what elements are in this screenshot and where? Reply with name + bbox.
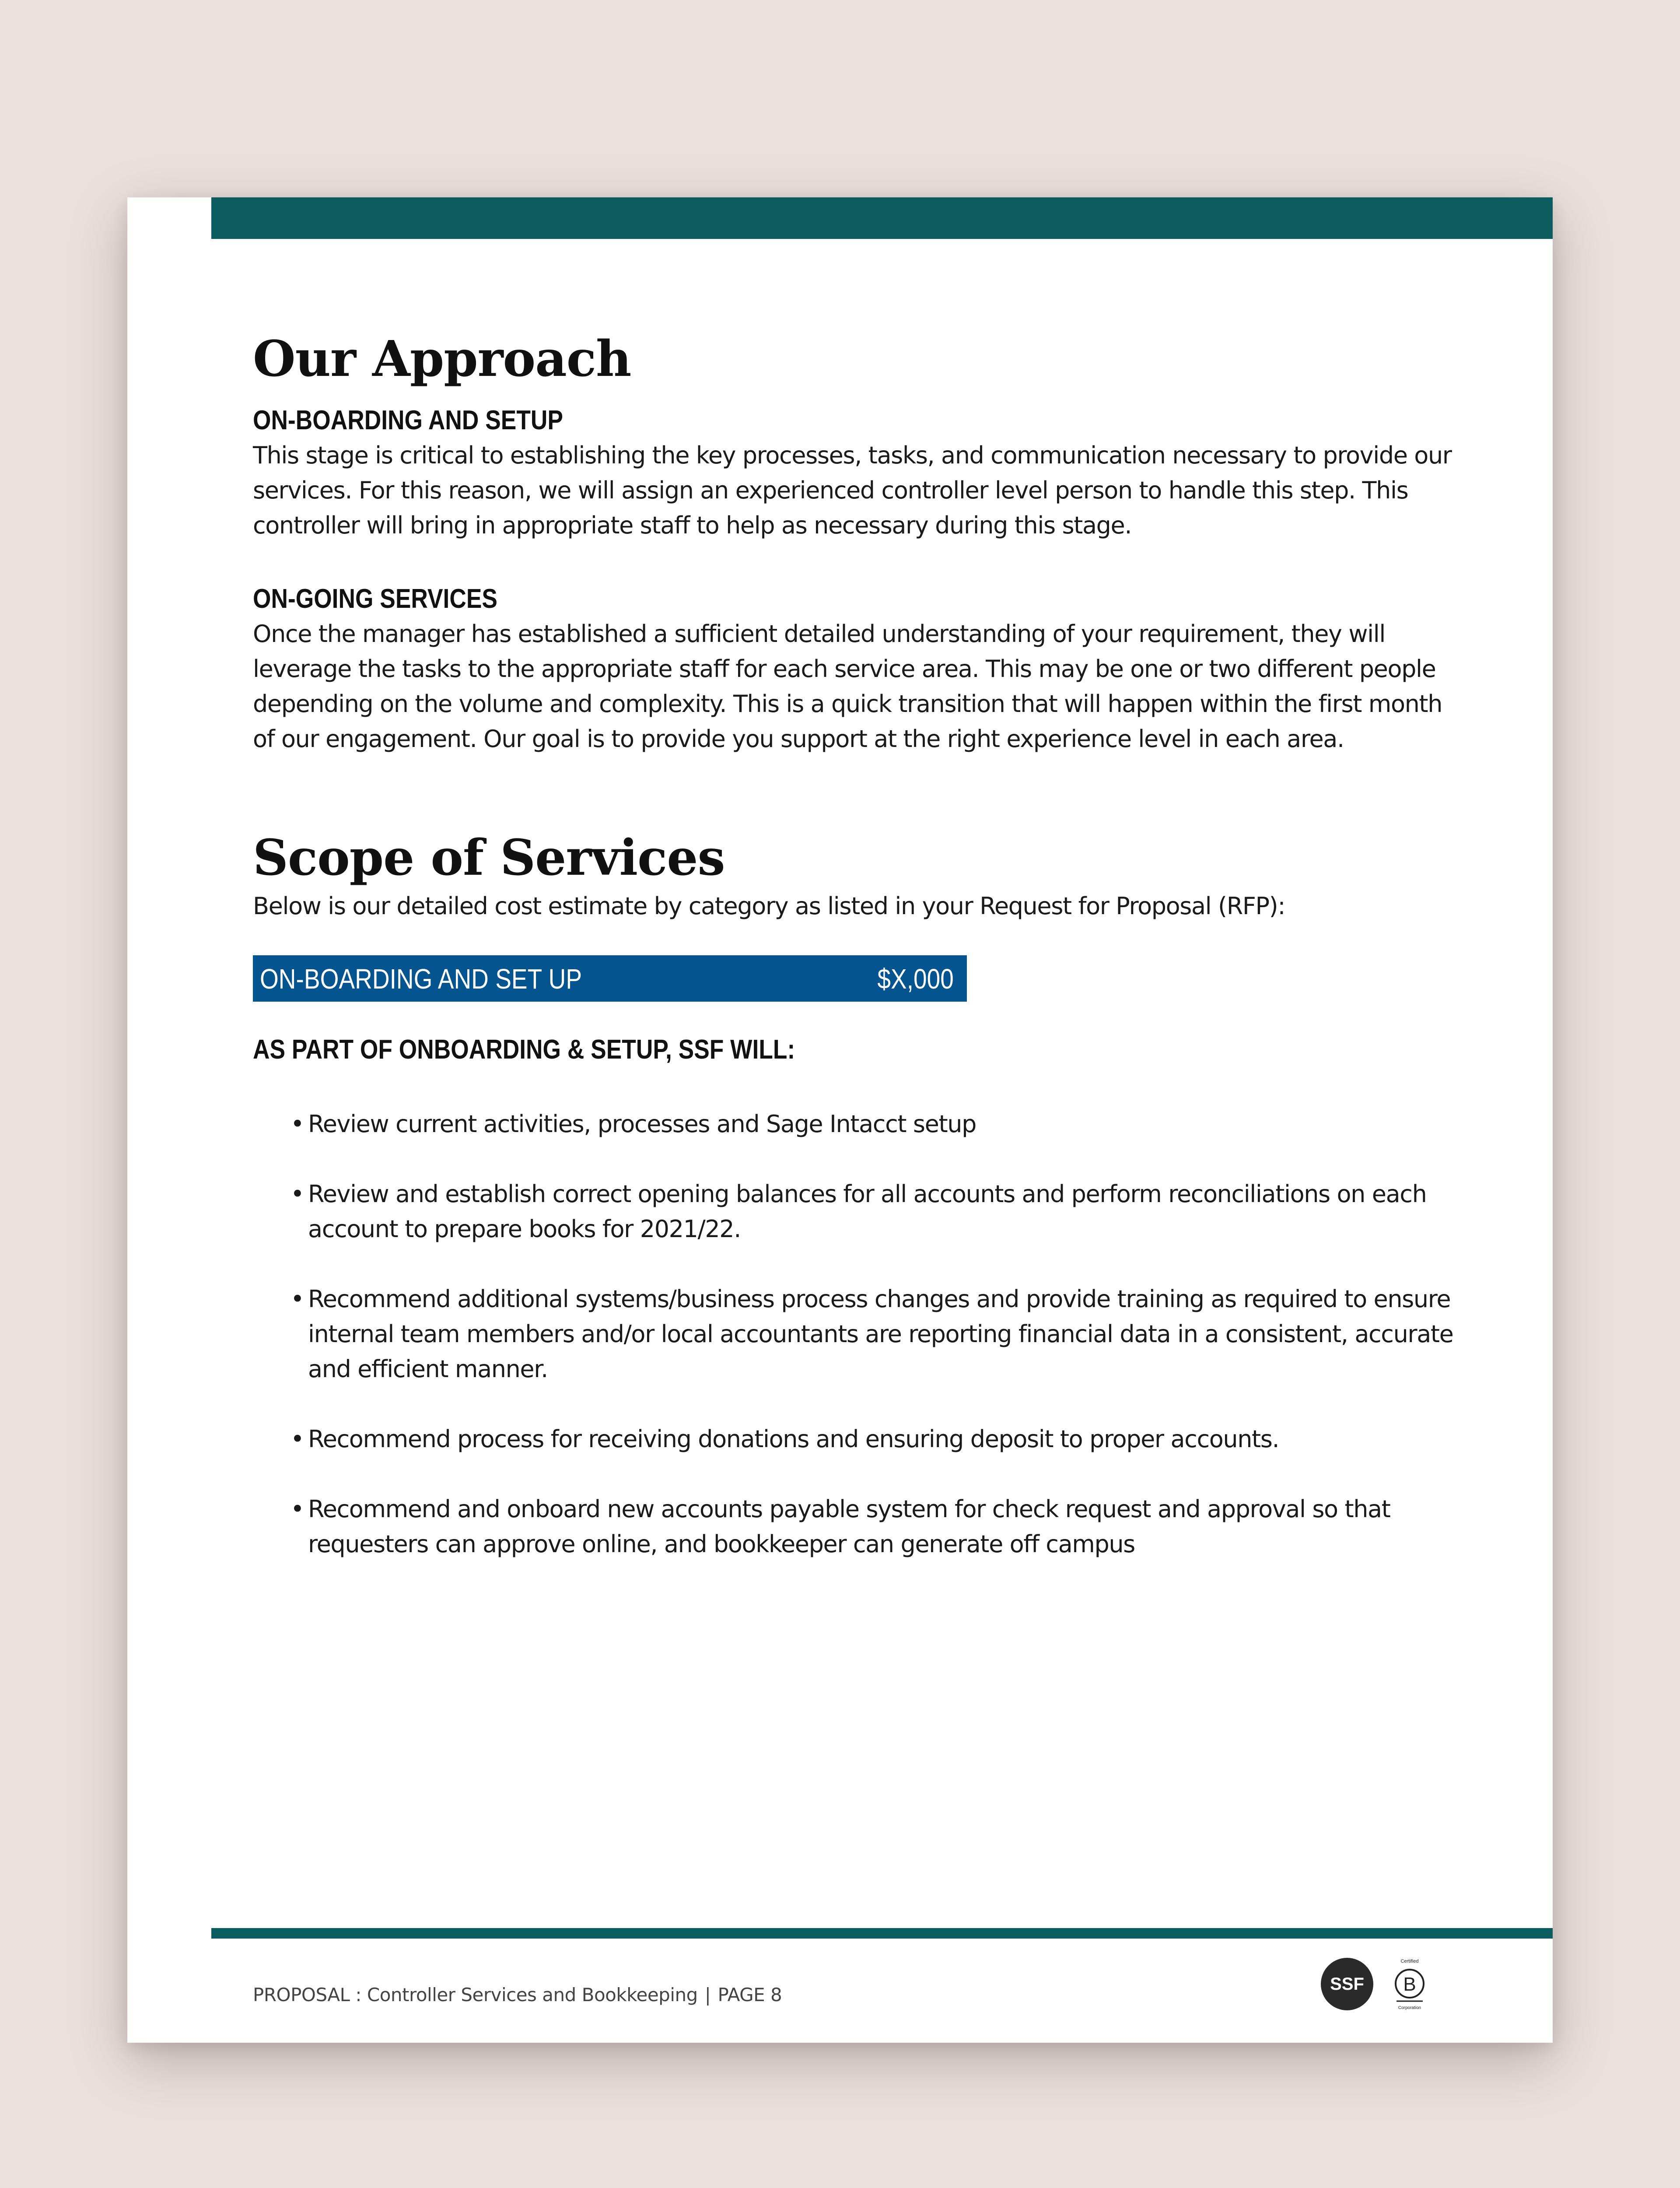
- cost-estimate-bar: [253, 955, 967, 1002]
- footer-page-number: PAGE 8: [718, 1984, 782, 2006]
- bullet-icon: •: [290, 1110, 304, 1138]
- cost-category-label: ON-BOARDING AND SET UP: [260, 963, 582, 995]
- page-footer: [253, 1982, 782, 2008]
- list-item: [253, 1282, 1456, 1387]
- onboarding-heading: ON-BOARDING AND SETUP: [253, 405, 563, 435]
- approach-title: Our Approach: [253, 330, 631, 388]
- list-item-text: Review current activities, processes and Sage Intacct setup: [308, 1110, 976, 1138]
- bullet-icon: •: [290, 1425, 304, 1453]
- b-corp-certified-logo: [1392, 1957, 1427, 2013]
- scope-intro: Below is our detailed cost estimate by category as listed in your Request for Proposal (RFP):: [253, 892, 1285, 920]
- onboarding-task-list: [253, 1107, 1456, 1562]
- list-item: [253, 1177, 1456, 1247]
- list-item-text: Recommend additional systems/business process changes and provide training as required to ensure internal team members and/or local accountants are reporting financial data in a consistent, accurate and efficient manner.: [308, 1285, 1453, 1383]
- bullet-icon: •: [290, 1180, 304, 1208]
- footer-separator: |: [704, 1984, 711, 2006]
- bcorp-corporation-text: Corporation: [1398, 2006, 1421, 2010]
- document-page: [127, 197, 1553, 2043]
- bottom-accent-bar: [211, 1928, 1553, 1939]
- onboarding-tasks-heading: AS PART OF ONBOARDING & SETUP, SSF WILL:: [253, 1034, 795, 1065]
- ssf-logo: SSF: [1321, 1958, 1373, 2010]
- bcorp-certified-text: Certified: [1400, 1959, 1419, 1964]
- top-accent-bar: [211, 197, 1553, 239]
- list-item: [253, 1422, 1456, 1457]
- cost-amount: $X,000: [877, 963, 954, 995]
- ongoing-paragraph: Once the manager has established a sufficient detailed understanding of your requirement, they will leverage the tasks to the appropriate staff for each service area. This may be one or two different people depending on the volume and complexity. This is a quick transition that will happen within the first month of our engagement. Our goal is to provide you support at the right experience level in each area.: [253, 620, 1442, 753]
- page-content: [253, 329, 1456, 1597]
- list-item-text: Review and establish correct opening balances for all accounts and perform reconciliations on each account to prepare books for 2021/22.: [308, 1180, 1427, 1243]
- footer-document-title: PROPOSAL : Controller Services and Bookkeeping: [253, 1984, 698, 2006]
- bullet-icon: •: [290, 1495, 304, 1523]
- onboarding-paragraph: This stage is critical to establishing the key processes, tasks, and communication necessary to provide our services. For this reason, we will assign an experienced controller level person to handle this step. This controller will bring in appropriate staff to help as necessary during this stage.: [253, 442, 1452, 539]
- list-item-text: Recommend and onboard new accounts payable system for check request and approval so that requesters can approve online, and bookkeeper can generate off campus: [308, 1495, 1390, 1558]
- list-item: [253, 1492, 1456, 1562]
- ongoing-heading: ON-GOING SERVICES: [253, 584, 497, 614]
- list-item: [253, 1107, 1456, 1142]
- list-item-text: Recommend process for receiving donations and ensuring deposit to proper accounts.: [308, 1425, 1279, 1453]
- bullet-icon: •: [290, 1285, 304, 1313]
- bcorp-letter: B: [1403, 1974, 1416, 1995]
- scope-title: Scope of Services: [253, 829, 725, 887]
